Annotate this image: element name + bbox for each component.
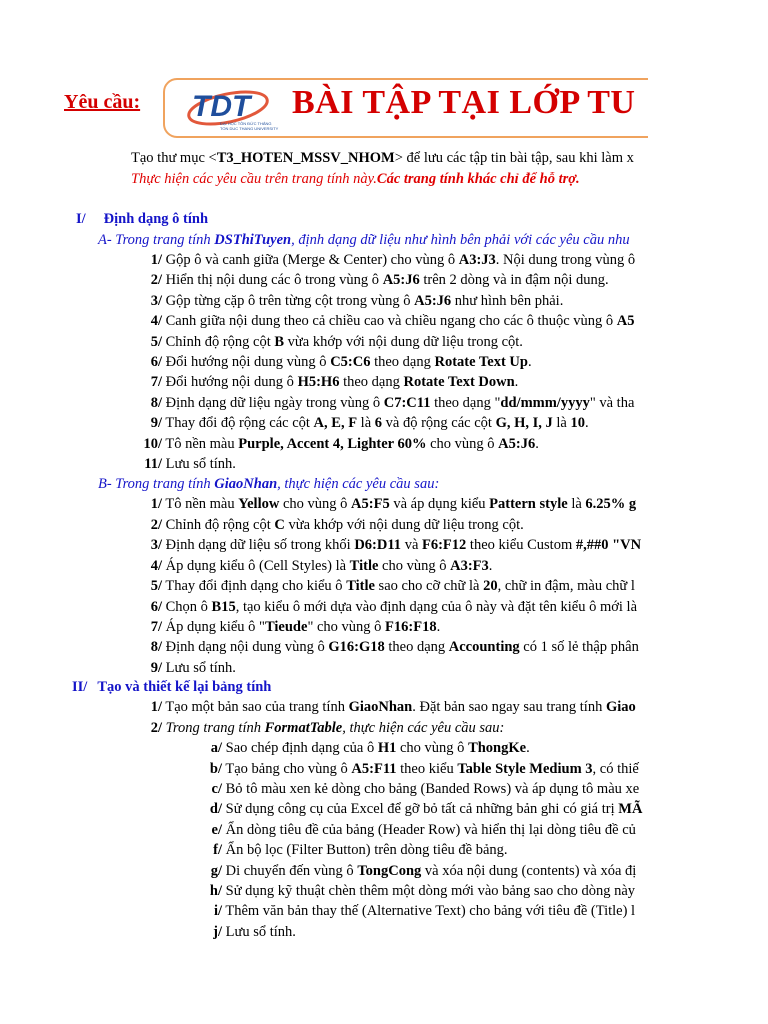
item-number: 6/ xyxy=(150,599,162,615)
task-b-item: 3/ Định dạng dữ liệu số trong khối D6:D11 và F6:F12 theo kiểu Custom #,##0 "VN xyxy=(140,535,641,555)
logo-letters: TDT xyxy=(192,90,251,123)
task-b-item: 7/ Áp dụng kiểu ô "Tieude" cho vùng ô F16:F18. xyxy=(140,617,440,637)
task-a-item: 9/ Thay đổi độ rộng các cột A, E, F là 6 và độ rộng các cột G, H, I, J là 10. xyxy=(140,413,589,433)
task-a-item: 8/ Định dạng dữ liệu ngày trong vùng ô C7:C11 theo dạng "dd/mmm/yyyy" và tha xyxy=(140,393,634,413)
item-number: d/ xyxy=(209,801,222,817)
item-number: 9/ xyxy=(150,415,162,431)
item-number: 2/ xyxy=(150,272,162,288)
subtask-item: h/ Sử dụng kỹ thuật chèn thêm một dòng mới vào bảng sao cho dòng này xyxy=(200,881,635,901)
yeu-cau-label: Yêu cầu: xyxy=(64,91,141,113)
section-2-item-1: 1/ Tạo một bản sao của trang tính GiaoNhan. Đặt bản sao ngay sau trang tính Giao xyxy=(150,699,636,715)
item-number: 5/ xyxy=(150,578,162,594)
logo-caption-2: TON DUC THANG UNIVERSITY xyxy=(220,126,279,131)
tdt-logo-icon xyxy=(184,82,284,132)
item-number: c/ xyxy=(211,781,222,797)
intro-line-1: Tạo thư mục <T3_HOTEN_MSSV_NHOM> để lưu các tập tin bài tập, sau khi làm x xyxy=(131,150,634,166)
task-a-item: 1/ Gộp ô và canh giữa (Merge & Center) cho vùng ô A3:J3. Nội dung trong vùng ô xyxy=(140,250,635,270)
task-a-item: 4/ Canh giữa nội dung theo cả chiều cao và chiều ngang cho các ô thuộc vùng ô A5 xyxy=(140,311,635,331)
intro-line-2: Thực hiện các yêu cầu trên trang tính này.Các trang tính khác chỉ để hỗ trợ. xyxy=(131,171,580,187)
subtask-item: b/ Tạo bảng cho vùng ô A5:F11 theo kiểu Table Style Medium 3, có thiế xyxy=(200,759,639,779)
item-number: e/ xyxy=(211,822,222,838)
item-number: j/ xyxy=(213,924,222,940)
subtask-item: f/ Ẩn bộ lọc (Filter Button) trên dòng tiêu đề bảng. xyxy=(200,840,508,860)
item-number: 4/ xyxy=(150,558,162,574)
task-a-item: 5/ Chỉnh độ rộng cột B vừa khớp với nội dung dữ liệu trong cột. xyxy=(140,332,523,352)
section-1-heading: I/ Định dạng ô tính xyxy=(76,211,209,227)
item-number: h/ xyxy=(209,883,222,899)
tdt-logo xyxy=(184,82,284,132)
section-2-item-2: 2/ Trong trang tính FormatTable, thực hiện các yêu cầu sau: xyxy=(150,720,505,736)
subtask-item: e/ Ẩn dòng tiêu đề của bảng (Header Row) và hiển thị lại dòng tiêu đề củ xyxy=(200,820,636,840)
item-number: 5/ xyxy=(150,334,162,350)
task-b-item: 9/ Lưu sổ tính. xyxy=(140,658,236,678)
item-number: 1/ xyxy=(150,496,162,512)
task-a-item: 6/ Đổi hướng nội dung vùng ô C5:C6 theo dạng Rotate Text Up. xyxy=(140,352,532,372)
task-b-item: 2/ Chỉnh độ rộng cột C vừa khớp với nội dung dữ liệu trong cột. xyxy=(140,515,524,535)
subtask-item: j/ Lưu sổ tính. xyxy=(200,922,296,942)
item-number: 2/ xyxy=(150,517,162,533)
subtask-item: a/ Sao chép định dạng của ô H1 cho vùng ô ThongKe. xyxy=(200,738,530,758)
task-b-item: 1/ Tô nền màu Yellow cho vùng ô A5:F5 và áp dụng kiểu Pattern style là 6.25% g xyxy=(140,494,636,514)
subtask-item: g/ Di chuyển đến vùng ô TongCong và xóa nội dung (contents) và xóa đị xyxy=(200,861,636,881)
section-1-part-a: A- Trong trang tính DSThiTuyen, định dạng dữ liệu như hình bên phải với các yêu cầu nhu xyxy=(98,232,630,248)
item-number: 8/ xyxy=(150,639,162,655)
task-b-item: 6/ Chọn ô B15, tạo kiểu ô mới dựa vào định dạng của ô này và đặt tên kiểu ô mới là xyxy=(140,597,637,617)
item-number: 8/ xyxy=(150,395,162,411)
task-b-item: 5/ Thay đổi định dạng cho kiểu ô Title sao cho cỡ chữ là 20, chữ in đậm, màu chữ l xyxy=(140,576,635,596)
item-number: b/ xyxy=(209,761,222,777)
item-number: 3/ xyxy=(150,293,162,309)
task-b-item: 4/ Áp dụng kiểu ô (Cell Styles) là Title cho vùng ô A3:F3. xyxy=(140,556,492,576)
item-number: a/ xyxy=(210,740,222,756)
item-number: f/ xyxy=(213,842,222,858)
item-number: i/ xyxy=(213,903,222,919)
task-b-item: 8/ Định dạng nội dung vùng ô G16:G18 theo dạng Accounting có 1 số lẻ thập phân xyxy=(140,637,639,657)
item-number: 7/ xyxy=(150,619,162,635)
item-number: 9/ xyxy=(150,660,162,676)
item-number: 4/ xyxy=(150,313,162,329)
task-a-item: 2/ Hiển thị nội dung các ô trong vùng ô A5:J6 trên 2 dòng và in đậm nội dung. xyxy=(140,270,609,290)
task-a-item: 10/ Tô nền màu Purple, Accent 4, Lighter 60% cho vùng ô A5:J6. xyxy=(140,434,539,454)
section-2-heading: II/ Tạo và thiết kế lại bảng tính xyxy=(72,679,272,695)
item-number: g/ xyxy=(210,863,222,879)
item-number: 7/ xyxy=(150,374,162,390)
subtask-item: d/ Sử dụng công cụ của Excel để gỡ bỏ tất cả những bản ghi có giá trị MÃ xyxy=(200,799,642,819)
task-a-item: 11/ Lưu sổ tính. xyxy=(140,454,236,474)
task-a-item: 3/ Gộp từng cặp ô trên từng cột trong vùng ô A5:J6 như hình bên phải. xyxy=(140,291,563,311)
page-title: BÀI TẬP TẠI LỚP TU xyxy=(292,84,636,121)
subtask-item: i/ Thêm văn bản thay thế (Alternative Text) cho bảng với tiêu đề (Title) l xyxy=(200,901,635,921)
logo-caption-1: ĐẠI HỌC TÔN ĐỨC THẮNG xyxy=(220,121,272,126)
item-number: 11/ xyxy=(144,456,162,472)
item-number: 1/ xyxy=(150,252,162,268)
subtask-item: c/ Bỏ tô màu xen kẻ dòng cho bảng (Banded Rows) và áp dụng tô màu xe xyxy=(200,779,639,799)
item-number: 10/ xyxy=(143,436,162,452)
item-number: 6/ xyxy=(150,354,162,370)
section-1-part-b: B- Trong trang tính GiaoNhan, thực hiện các yêu cầu sau: xyxy=(98,476,440,492)
item-number: 3/ xyxy=(150,537,162,553)
task-a-item: 7/ Đổi hướng nội dung ô H5:H6 theo dạng Rotate Text Down. xyxy=(140,372,518,392)
